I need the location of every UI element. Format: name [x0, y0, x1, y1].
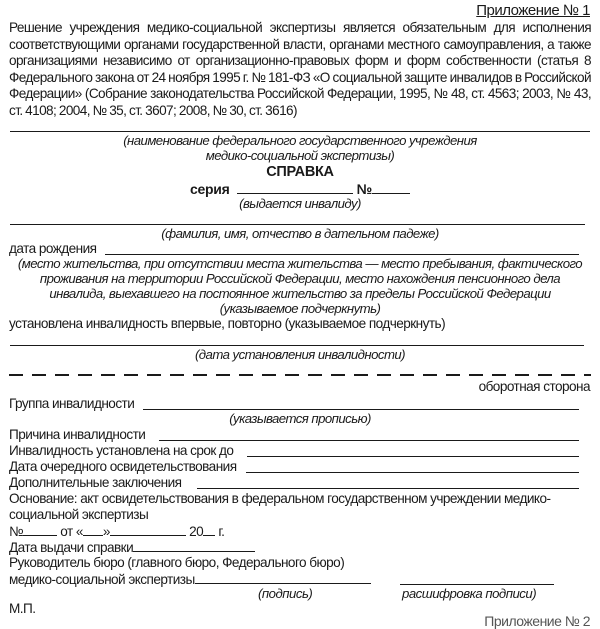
cause-label: Причина инвалидности — [9, 427, 146, 442]
birth-date-field[interactable] — [105, 254, 579, 255]
residence-caption-line4: (указываемое подчеркнуть) — [219, 301, 381, 316]
act-year-prefix: 20 — [189, 524, 204, 539]
act-month-field[interactable] — [110, 523, 186, 536]
date-established-line[interactable] — [10, 345, 584, 346]
preamble-paragraph: Решение учреждения медико-социальной экспертизы является обязательным для исполнения соответствующими органами государственной власти, органами местного самоуправления, а также организациями независимо от организационно-правовых форм и форм собственности (статья 8 Федерального закона от 24 ноября 1995 г. № 181-ФЗ «О социальной защите инвалидов в Российской Федерации» (Собрание законодательства Российской Федерации, 1995, № 48, ст. 4563; 2003, № 43, ст. 4108; 2004, № 35, ст. 3607; 2008, № 30, ст. 3616) — [9, 20, 591, 118]
act-number-field[interactable] — [23, 523, 57, 536]
cut-line-divider — [9, 374, 591, 376]
head-line2: медико-социальной экспертизы — [9, 572, 195, 587]
series-field[interactable] — [237, 181, 353, 194]
residence-caption-line3: инвалида, выехавшего на постоянное жительство за пределы Российской Федерации — [49, 286, 551, 301]
fio-caption: (фамилия, имя, отчество в дательном падеже) — [161, 226, 439, 241]
additional-row — [9, 475, 591, 491]
act-year-field[interactable] — [203, 523, 215, 536]
stamp-label: М.П. — [9, 601, 36, 616]
act-number-date-row — [9, 523, 224, 539]
term-row — [9, 443, 591, 459]
group-row — [9, 396, 591, 412]
issue-date-row — [9, 539, 255, 555]
act-quote-close: » — [102, 524, 110, 539]
residence-caption-line2: проживания на территории Российской Федерации, место нахождения пенсионного дела — [39, 271, 561, 286]
act-day-field[interactable] — [83, 523, 103, 536]
certificate-title: СПРАВКА — [266, 164, 334, 180]
additional-field[interactable] — [197, 488, 579, 489]
signature-decode-field[interactable] — [400, 584, 554, 585]
institution-caption-line2: медико-социальной экспертизы) — [205, 148, 395, 163]
cause-row — [9, 427, 591, 443]
act-year-suffix: г. — [218, 524, 225, 539]
institution-name-line[interactable] — [10, 131, 590, 132]
birth-date-label: дата рождения — [9, 241, 97, 256]
institution-caption-line1: (наименование федерального государственного учреждения — [123, 133, 477, 148]
next-exam-label: Дата очередного освидетельствования — [9, 459, 237, 474]
group-label: Группа инвалидности — [9, 396, 135, 411]
signature-decode-caption: расшифровка подписи) — [402, 586, 537, 601]
head-line2-row — [9, 571, 371, 587]
additional-label: Дополнительные заключения — [9, 475, 182, 490]
next-exam-field[interactable] — [246, 472, 579, 473]
series-number-row — [0, 181, 600, 197]
basis-line2: социальной экспертизы — [9, 507, 149, 522]
next-appendix-fragment: Приложение № 2 — [484, 613, 590, 629]
residence-caption-line1: (место жительства, при отсутствии места жительства — место пребывания, фактического — [17, 256, 583, 271]
act-from-label: от « — [60, 524, 83, 539]
issue-date-field[interactable] — [133, 539, 255, 552]
established-label: установлена инвалидность впервые, повторно (указываемое подчеркнуть) — [9, 316, 446, 331]
date-established-caption: (дата установления инвалидности) — [194, 347, 406, 362]
signature-field[interactable] — [195, 571, 371, 584]
fio-line[interactable] — [10, 224, 585, 225]
appendix-label: Приложение № 1 — [476, 2, 590, 19]
head-line1: Руководитель бюро (главного бюро, Федерального бюро) — [9, 555, 345, 570]
term-label: Инвалидность установлена на срок до — [9, 443, 234, 458]
birth-date-row — [9, 241, 591, 257]
basis-line1: Основание: акт освидетельствования в федеральном государственном учреждении медико- — [9, 491, 551, 506]
number-field[interactable] — [372, 181, 410, 194]
series-label: серия — [190, 181, 230, 197]
back-side-label: оборотная сторона — [478, 379, 590, 394]
issue-date-label: Дата выдачи справки — [9, 540, 134, 555]
number-label: № — [356, 181, 372, 197]
term-field[interactable] — [247, 456, 579, 457]
group-caption: (указывается прописью) — [229, 411, 371, 426]
act-number-prefix: № — [9, 524, 24, 539]
next-exam-row — [9, 459, 591, 475]
group-field[interactable] — [143, 409, 579, 410]
cause-field[interactable] — [159, 440, 579, 441]
issued-to-caption: (выдается инвалиду) — [239, 196, 361, 211]
signature-caption: (подпись) — [258, 586, 313, 601]
